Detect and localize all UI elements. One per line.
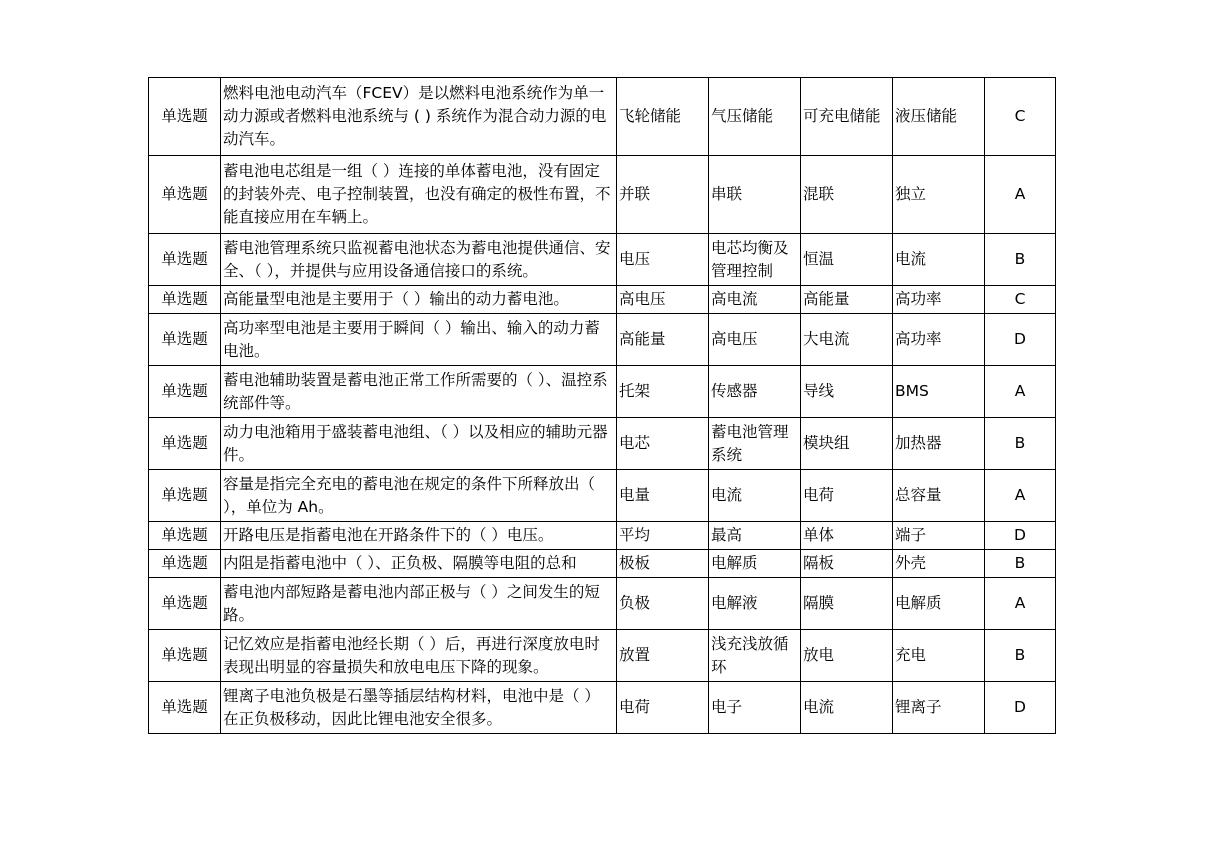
answer: D [985,314,1056,366]
question-text: 蓄电池内部短路是蓄电池内部正极与（ ）之间发生的短路。 [221,578,617,630]
option-d: 锂离子 [893,682,985,734]
question-text: 高功率型电池是主要用于瞬间（ ）输出、输入的动力蓄电池。 [221,314,617,366]
option-b: 浅充浅放循环 [709,630,801,682]
question-type: 单选题 [149,682,221,734]
option-b: 高电流 [709,286,801,314]
option-d: 外壳 [893,550,985,578]
option-a: 负极 [617,578,709,630]
option-c: 可充电储能 [801,78,893,156]
question-text: 内阻是指蓄电池中（ ）、正负极、隔膜等电阻的总和 [221,550,617,578]
question-type: 单选题 [149,78,221,156]
option-a: 托架 [617,366,709,418]
option-c: 模块组 [801,418,893,470]
table-row [149,78,1056,156]
table-row [149,682,1056,734]
answer: D [985,522,1056,550]
option-a: 高电压 [617,286,709,314]
option-a: 电芯 [617,418,709,470]
option-a: 电量 [617,470,709,522]
question-table-body [149,78,1056,734]
question-text: 容量是指完全充电的蓄电池在规定的条件下所释放出（ ），单位为 Ah。 [221,470,617,522]
option-a: 放置 [617,630,709,682]
option-c: 大电流 [801,314,893,366]
table-row [149,418,1056,470]
option-d: 电流 [893,234,985,286]
answer: C [985,78,1056,156]
option-c: 混联 [801,156,893,234]
question-type: 单选题 [149,366,221,418]
option-a: 平均 [617,522,709,550]
question-type: 单选题 [149,578,221,630]
option-b: 串联 [709,156,801,234]
option-b: 电解质 [709,550,801,578]
question-text: 高能量型电池是主要用于（ ）输出的动力蓄电池。 [221,286,617,314]
question-text: 开路电压是指蓄电池在开路条件下的（ ）电压。 [221,522,617,550]
table-row [149,314,1056,366]
option-d: 高功率 [893,314,985,366]
option-c: 放电 [801,630,893,682]
option-c: 恒温 [801,234,893,286]
option-b: 最高 [709,522,801,550]
answer: A [985,470,1056,522]
option-a: 高能量 [617,314,709,366]
option-c: 高能量 [801,286,893,314]
table-row [149,234,1056,286]
question-table [148,77,1056,734]
table-row [149,578,1056,630]
question-type: 单选题 [149,470,221,522]
answer: B [985,418,1056,470]
answer: B [985,234,1056,286]
option-a: 飞轮储能 [617,78,709,156]
question-text: 燃料电池电动汽车（FCEV）是以燃料电池系统作为单一动力源或者燃料电池系统与 ( ) 系统作为混合动力源的电动汽车。 [221,78,617,156]
option-b: 气压储能 [709,78,801,156]
option-d: 电解质 [893,578,985,630]
option-b: 电解液 [709,578,801,630]
option-b: 高电压 [709,314,801,366]
option-c: 隔板 [801,550,893,578]
question-type: 单选题 [149,418,221,470]
question-type: 单选题 [149,550,221,578]
option-a: 极板 [617,550,709,578]
table-row [149,366,1056,418]
question-text: 锂离子电池负极是石墨等插层结构材料，电池中是（ ）在正负极移动，因此比锂电池安全很多。 [221,682,617,734]
table-row [149,630,1056,682]
question-text: 蓄电池辅助装置是蓄电池正常工作所需要的（ ）、温控系统部件等。 [221,366,617,418]
option-c: 电荷 [801,470,893,522]
option-d: 总容量 [893,470,985,522]
table-row [149,522,1056,550]
table-row [149,156,1056,234]
question-text: 动力电池箱用于盛装蓄电池组、（ ）以及相应的辅助元器件。 [221,418,617,470]
question-type: 单选题 [149,522,221,550]
table-row [149,470,1056,522]
question-type: 单选题 [149,286,221,314]
option-d: 充电 [893,630,985,682]
answer: A [985,366,1056,418]
table-row [149,550,1056,578]
option-d: 独立 [893,156,985,234]
option-c: 单体 [801,522,893,550]
question-type: 单选题 [149,234,221,286]
question-type: 单选题 [149,156,221,234]
answer: B [985,630,1056,682]
option-d: 高功率 [893,286,985,314]
question-type: 单选题 [149,314,221,366]
answer: A [985,578,1056,630]
option-c: 导线 [801,366,893,418]
option-d: BMS [893,366,985,418]
option-d: 液压储能 [893,78,985,156]
option-b: 电芯均衡及管理控制 [709,234,801,286]
option-a: 并联 [617,156,709,234]
question-text: 记忆效应是指蓄电池经长期（ ）后，再进行深度放电时表现出明显的容量损失和放电电压下降的现象。 [221,630,617,682]
table-row [149,286,1056,314]
option-d: 端子 [893,522,985,550]
question-text: 蓄电池电芯组是一组（ ）连接的单体蓄电池，没有固定的封装外壳、电子控制装置，也没有确定的极性布置，不能直接应用在车辆上。 [221,156,617,234]
option-a: 电压 [617,234,709,286]
option-d: 加热器 [893,418,985,470]
option-b: 传感器 [709,366,801,418]
option-c: 电流 [801,682,893,734]
question-type: 单选题 [149,630,221,682]
answer: B [985,550,1056,578]
option-a: 电荷 [617,682,709,734]
answer: C [985,286,1056,314]
option-b: 蓄电池管理系统 [709,418,801,470]
option-b: 电子 [709,682,801,734]
answer: A [985,156,1056,234]
option-b: 电流 [709,470,801,522]
option-c: 隔膜 [801,578,893,630]
question-text: 蓄电池管理系统只监视蓄电池状态为蓄电池提供通信、安全、（ ），并提供与应用设备通信接口的系统。 [221,234,617,286]
answer: D [985,682,1056,734]
